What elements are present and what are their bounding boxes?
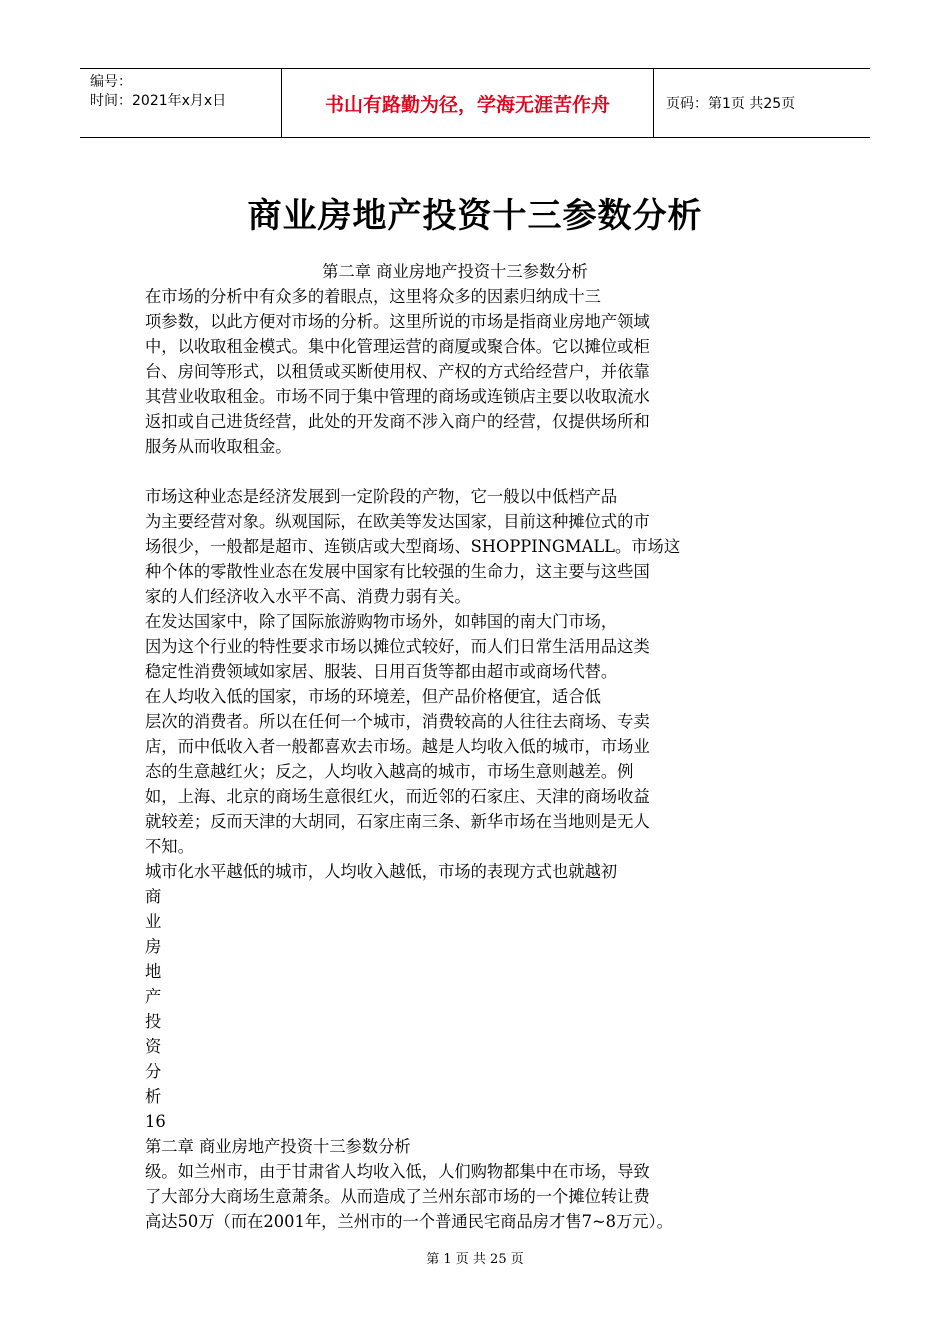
text-line: 市场这种业态是经济发展到一定阶段的产物，它一般以中低档产品 [145,487,618,506]
page-title: 商业房地产投资十三参数分析 [247,196,703,236]
text-line: 城市化水平越低的城市，人均收入越低，市场的表现方式也就越初 [145,862,618,881]
text-line: 投 [145,1012,162,1031]
date-line: 时间：2021年x月x日 [90,93,227,109]
text-line: 在人均收入低的国家，市场的环境差，但产品价格便宜，适合低 [145,687,601,706]
blank-line [145,459,765,484]
text-line: 房 [145,937,162,956]
text-line: 稳定性消费领域如家居、服装、日用百货等都由超市或商场代替。 [145,662,618,681]
text-line: 产 [145,987,162,1006]
text-line: 因为这个行业的特性要求市场以摊位式较好，而人们日常生活用品这类 [145,637,650,656]
document-header [80,68,870,138]
text-line: 就较差；反而天津的大胡同，石家庄南三条、新华市场在当地则是无人 [145,812,650,831]
text-line: 第二章 商业房地产投资十三参数分析 [322,262,588,281]
text-line: 在发达国家中，除了国际旅游购物市场外，如韩国的南大门市场， [145,612,618,631]
text-line: 第二章 商业房地产投资十三参数分析 [145,1137,411,1156]
text-line: 地 [145,962,162,981]
page-footer: 第 1 页 共 25 页 [426,1252,524,1267]
text-line: 如，上海、北京的商场生意很红火，而近邻的石家庄、天津的商场收益 [145,787,650,806]
text-line: 析 [145,1087,162,1106]
text-line: 场很少，一般都是超市、连锁店或大型商场、SHOPPINGMALL。市场这 [145,537,681,556]
body-text [145,259,765,1234]
number-label: 编号： [90,74,132,90]
text-line: 其营业收取租金。市场不同于集中管理的商场或连锁店主要以收取流水 [145,387,650,406]
text-line: 态的生意越红火；反之，人均收入越高的城市，市场生意则越差。例 [145,762,634,781]
text-line: 16 [145,1112,166,1131]
text-line: 服务从而收取租金。 [145,437,292,456]
header-page-info: 页码：第1页 共25页 [666,96,796,112]
text-line: 高达50万（而在2001年，兰州市的一个普通民宅商品房才售7~8万元）。 [145,1212,673,1231]
text-line: 资 [145,1037,162,1056]
text-line: 为主要经营对象。纵观国际，在欧美等发达国家，目前这种摊位式的市 [145,512,650,531]
text-line: 分 [145,1062,162,1081]
header-motto: 书山有路勤为径，学海无涯苦作舟 [282,69,654,137]
text-line: 商 [145,887,162,906]
text-line: 业 [145,912,162,931]
text-line: 了大部分大商场生意萧条。从而造成了兰州东部市场的一个摊位转让费 [145,1187,650,1206]
text-line: 在市场的分析中有众多的着眼点，这里将众多的因素归纳成十三 [145,287,601,306]
text-line: 种个体的零散性业态在发展中国家有比较强的生命力，这主要与这些国 [145,562,650,581]
text-line: 项参数，以此方便对市场的分析。这里所说的市场是指商业房地产领域 [145,312,650,331]
text-line: 层次的消费者。所以在任何一个城市，消费较高的人往往去商场、专卖 [145,712,650,731]
text-line: 级。如兰州市，由于甘肃省人均收入低，人们购物都集中在市场，导致 [145,1162,650,1181]
text-line: 家的人们经济收入水平不高、消费力弱有关。 [145,587,471,606]
text-line: 不知。 [145,837,194,856]
text-line: 中，以收取租金模式。集中化管理运营的商厦或聚合体。它以摊位或柜 [145,337,650,356]
text-line: 店，而中低收入者一般都喜欢去市场。越是人均收入低的城市，市场业 [145,737,650,756]
text-line: 台、房间等形式，以租赁或买断使用权、产权的方式给经营户，并依靠 [145,362,650,381]
header-meta [80,69,282,137]
text-line: 返扣或自己进货经营，此处的开发商不涉入商户的经营，仅提供场所和 [145,412,650,431]
